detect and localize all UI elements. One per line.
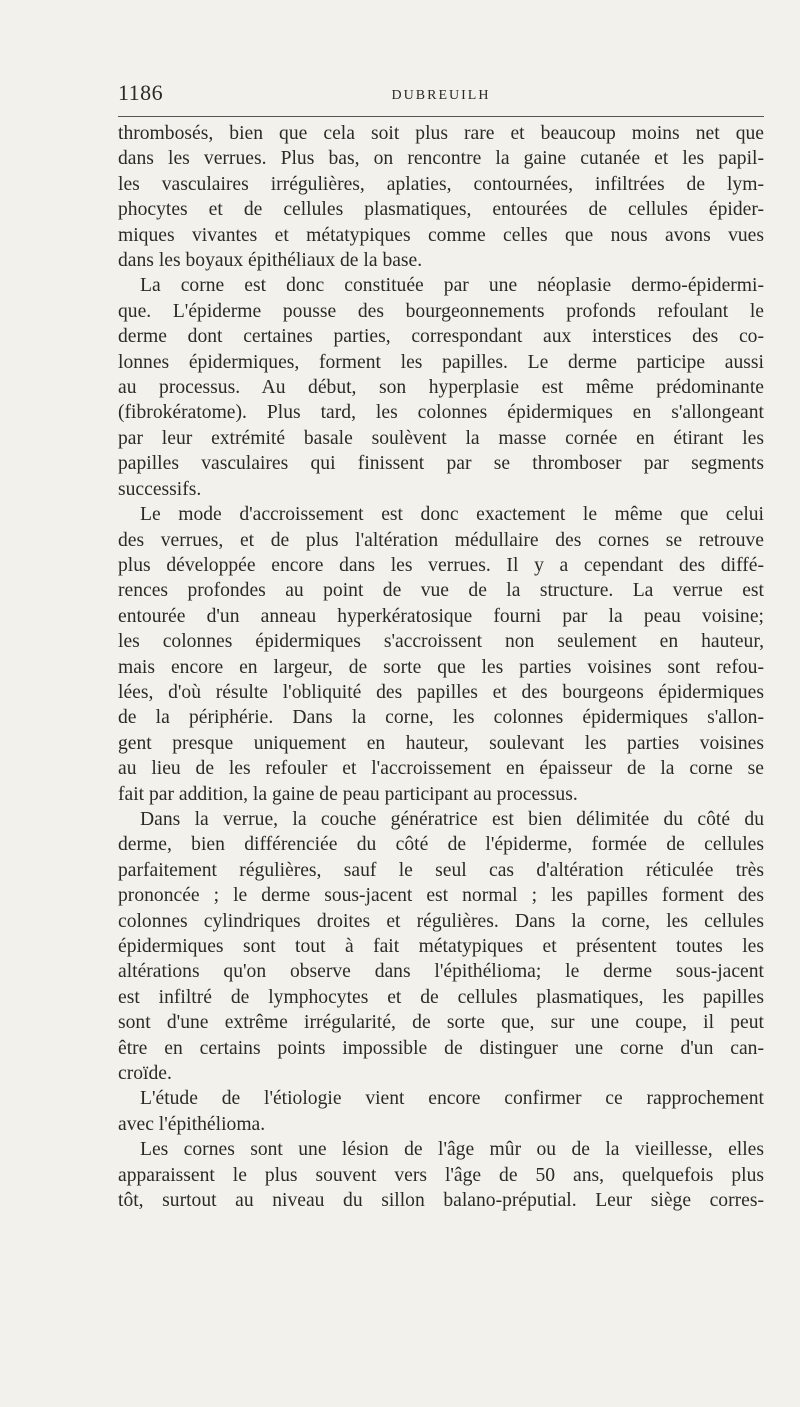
text-line: croïde.: [118, 1063, 172, 1085]
text-line: être en certains points impossible de distinguer une corne d'un can-: [118, 1037, 764, 1059]
text-line: par leur extrémité basale soulèvent la masse cornée en étirant les: [118, 427, 764, 449]
text-line: thrombosés, bien que cela soit plus rare et beaucoup moins net que: [118, 123, 764, 144]
text-line: au lieu de les refouler et l'accroissement en épaisseur de la corne se: [118, 758, 764, 780]
body-text: [118, 121, 764, 1213]
text-line: plus développée encore dans les verrues. Il y a cependant des diffé-: [118, 554, 764, 576]
text-line: sont d'une extrême irrégularité, de sorte que, sur une coupe, il peut: [118, 1012, 764, 1034]
text-line: tôt, surtout au niveau du sillon balano-préputial. Leur siège corres-: [118, 1190, 764, 1212]
text-line: altérations qu'on observe dans l'épithélioma; le derme sous-jacent: [118, 961, 764, 983]
text-line: épidermiques sont tout à fait métatypiques et présentent toutes les: [118, 936, 764, 957]
text-line: (fibrokératome). Plus tard, les colonnes épidermiques en s'allongeant: [118, 402, 764, 424]
text-line: Dans la verrue, la couche génératrice est bien délimitée du côté du: [140, 808, 764, 830]
text-line: derme dont certaines parties, correspondant aux interstices des co-: [118, 326, 764, 348]
text-line: phocytes et de cellules plasmatiques, entourées de cellules épider-: [118, 199, 764, 221]
text-line: lonnes épidermiques, forment les papilles. Le derme participe aussi: [118, 351, 764, 373]
text-line: miques vivantes et métatypiques comme celles que nous avons vues: [118, 224, 764, 246]
text-line: gent presque uniquement en hauteur, soulevant les parties voisines: [118, 732, 764, 754]
text-line: L'étude de l'étiologie vient encore confirmer ce rapprochement: [140, 1088, 764, 1110]
text-line: lées, d'où résulte l'obliquité des papilles et des bourgeons épidermiques: [118, 681, 764, 703]
text-line: successifs.: [118, 478, 202, 500]
page-header: [118, 80, 764, 117]
text-line: prononcée ; le derme sous-jacent est normal ; les papilles forment des: [118, 885, 764, 907]
page-number: 1186: [118, 80, 164, 105]
text-line: entourée d'un anneau hyperkératosique fourni par la peau voisine;: [118, 605, 764, 627]
text-line: rences profondes au point de vue de la structure. La verrue est: [118, 580, 764, 602]
text-line: derme, bien différenciée du côté de l'épiderme, formée de cellules: [118, 834, 764, 856]
text-line: les vasculaires irrégulières, aplaties, contournées, infiltrées de lym-: [118, 173, 764, 195]
text-line: dans les verrues. Plus bas, on rencontre la gaine cutanée et les papil-: [118, 148, 764, 170]
text-line: colonnes cylindriques droites et régulières. Dans la corne, les cellules: [118, 910, 764, 932]
text-line: Les cornes sont une lésion de l'âge mûr ou de la vieillesse, elles: [140, 1139, 764, 1161]
text-line: Le mode d'accroissement est donc exactement le même que celui: [140, 504, 764, 526]
text-line: avec l'épithélioma.: [118, 1113, 266, 1135]
text-line: parfaitement régulières, sauf le seul cas d'altération réticulée très: [118, 859, 764, 881]
running-head: DUBREUILH: [391, 88, 491, 103]
text-line: est infiltré de lymphocytes et de cellules plasmatiques, les papilles: [118, 986, 764, 1008]
text-line: mais encore en largeur, de sorte que les parties voisines sont refou-: [118, 656, 764, 678]
text-line: apparaissent le plus souvent vers l'âge de 50 ans, quelquefois plus: [118, 1164, 764, 1186]
text-line: au processus. Au début, son hyperplasie est même prédominante: [118, 377, 764, 399]
text-line: des verrues, et de plus l'altération médullaire des cornes se retrouve: [118, 529, 764, 551]
text-line: les colonnes épidermiques s'accroissent non seulement en hauteur,: [118, 631, 764, 653]
text-line: papilles vasculaires qui finissent par se thromboser par segments: [118, 453, 764, 475]
text-line: que. L'épiderme pousse des bourgeonnements profonds refoulant le: [118, 300, 764, 322]
text-line: fait par addition, la gaine de peau participant au processus.: [118, 783, 578, 805]
text-line: de la périphérie. Dans la corne, les colonnes épidermiques s'allon-: [118, 707, 764, 729]
text-line: dans les boyaux épithéliaux de la base.: [118, 250, 423, 272]
text-line: La corne est donc constituée par une néoplasie dermo-épidermi-: [140, 275, 764, 297]
page: [118, 80, 764, 1213]
